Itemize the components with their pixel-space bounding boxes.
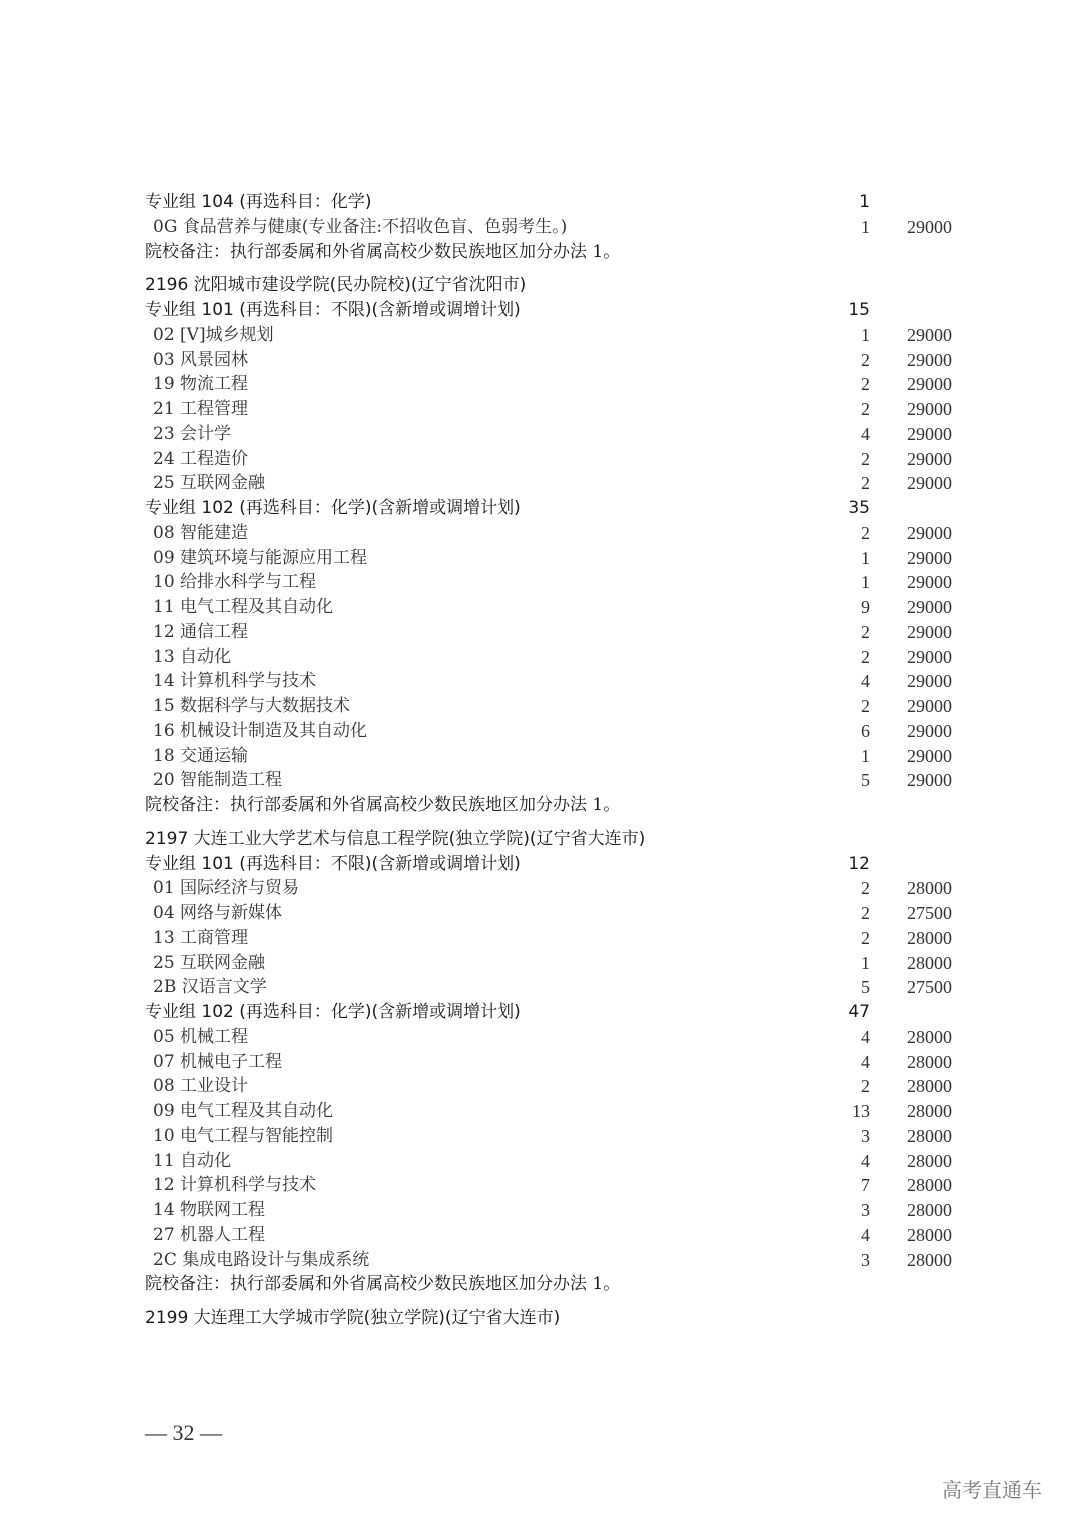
- major-row: [0, 1149, 1080, 1174]
- note-label: 院校备注：执行部委属和外省属高校少数民族地区加分办法 1。: [145, 241, 621, 262]
- group-label: 专业组 101 (再选科目：不限)(含新增或调增计划): [145, 853, 521, 874]
- major-fee: 29000: [907, 621, 952, 642]
- major-fee: 27500: [907, 903, 952, 923]
- group-count: 47: [848, 1002, 870, 1022]
- major-label: 23 会计学: [153, 423, 232, 444]
- group-label: 专业组 102 (再选科目：化学)(含新增或调增计划): [145, 1002, 521, 1022]
- major-row: [0, 951, 1080, 976]
- major-row: [0, 471, 1080, 496]
- major-label: 01 国际经济与贸易: [153, 878, 300, 899]
- major-count: 4: [861, 1224, 870, 1245]
- major-row: [0, 901, 1080, 926]
- major-count: 1: [861, 952, 870, 973]
- major-row: [0, 215, 1080, 240]
- major-label: 20 智能制造工程: [153, 770, 283, 791]
- major-fee: 29000: [907, 745, 952, 766]
- major-count: 2: [861, 696, 870, 716]
- major-count: 2: [861, 448, 870, 469]
- major-fee: 29000: [907, 646, 952, 667]
- major-row: [0, 1050, 1080, 1075]
- group-label: 专业组 101 (再选科目：不限)(含新增或调增计划): [145, 300, 521, 320]
- major-count: 2: [861, 1076, 870, 1097]
- major-label: 10 给排水科学与工程: [153, 572, 317, 593]
- major-row: [0, 744, 1080, 769]
- major-row: [0, 669, 1080, 694]
- major-fee: 28000: [907, 1224, 952, 1245]
- group-row: [0, 496, 1080, 521]
- major-label: 27 机器人工程: [153, 1224, 266, 1245]
- major-label: 12 通信工程: [153, 621, 249, 642]
- major-row: [0, 1025, 1080, 1050]
- school-row: [0, 827, 1080, 852]
- major-fee: 28000: [907, 1076, 952, 1097]
- major-fee: 28000: [907, 1200, 952, 1220]
- major-row: [0, 521, 1080, 546]
- school-row: [0, 1306, 1080, 1331]
- major-label: 09 建筑环境与能源应用工程: [153, 547, 368, 568]
- major-count: 2: [861, 522, 870, 543]
- major-fee: 29000: [907, 399, 952, 419]
- major-fee: 28000: [907, 1249, 952, 1270]
- major-label: 16 机械设计制造及其自动化: [153, 720, 368, 741]
- note-row: [0, 793, 1080, 818]
- major-count: 9: [861, 597, 870, 617]
- major-count: 2: [861, 473, 870, 494]
- major-fee: 28000: [907, 1026, 952, 1047]
- major-row: [0, 1099, 1080, 1124]
- major-fee: 29000: [907, 423, 952, 444]
- major-label: 0G 食品营养与健康(专业备注:不招收色盲、色弱考生。): [153, 216, 568, 237]
- major-row: [0, 694, 1080, 719]
- major-fee: 29000: [907, 522, 952, 543]
- major-row: [0, 1223, 1080, 1248]
- major-label: 18 交通运输: [153, 745, 249, 766]
- major-fee: 28000: [907, 1150, 952, 1171]
- major-label: 12 计算机科学与技术: [153, 1175, 317, 1196]
- major-row: [0, 595, 1080, 620]
- major-fee: 29000: [907, 597, 952, 617]
- major-fee: 29000: [907, 671, 952, 692]
- major-label: 19 物流工程: [153, 374, 249, 395]
- major-count: 2: [861, 621, 870, 642]
- major-label: 25 互联网金融: [153, 473, 266, 494]
- major-row: [0, 768, 1080, 793]
- major-row: [0, 546, 1080, 571]
- major-count: 2: [861, 399, 870, 419]
- major-label: 03 风景园林: [153, 349, 249, 370]
- major-row: [0, 323, 1080, 348]
- group-row: [0, 298, 1080, 323]
- major-count: 1: [861, 572, 870, 593]
- major-count: 2: [861, 374, 870, 395]
- major-label: 09 电气工程及其自动化: [153, 1101, 334, 1121]
- major-fee: 29000: [907, 770, 952, 791]
- major-count: 2: [861, 927, 870, 948]
- school-label: 2196 沈阳城市建设学院(民办院校)(辽宁省沈阳市): [145, 275, 527, 296]
- major-count: 1: [861, 547, 870, 568]
- major-fee: 29000: [907, 572, 952, 593]
- major-count: 2: [861, 903, 870, 923]
- group-row: [0, 190, 1080, 215]
- group-count: 35: [848, 498, 870, 518]
- major-count: 5: [861, 977, 870, 998]
- major-count: 3: [861, 1249, 870, 1270]
- school-row: [0, 273, 1080, 298]
- major-label: 24 工程造价: [153, 448, 249, 469]
- note-row: [0, 240, 1080, 265]
- watermark: 高考直通车: [942, 1478, 1042, 1502]
- school-label: 2199 大连理工大学城市学院(独立学院)(辽宁省大连市): [145, 1308, 561, 1328]
- major-label: 08 智能建造: [153, 522, 249, 543]
- major-label: 2C 集成电路设计与集成系统: [153, 1249, 370, 1270]
- major-label: 04 网络与新媒体: [153, 903, 283, 923]
- major-label: 10 电气工程与智能控制: [153, 1125, 334, 1146]
- major-count: 4: [861, 423, 870, 444]
- major-fee: 28000: [907, 1051, 952, 1072]
- group-count: 1: [859, 192, 870, 212]
- major-label: 11 电气工程及其自动化: [153, 597, 334, 617]
- major-row: [0, 570, 1080, 595]
- major-count: 5: [861, 770, 870, 791]
- major-fee: 28000: [907, 927, 952, 948]
- major-count: 7: [861, 1175, 870, 1196]
- major-row: [0, 876, 1080, 901]
- major-label: 2B 汉语言文学: [153, 977, 267, 998]
- major-fee: 29000: [907, 720, 952, 741]
- major-count: 2: [861, 878, 870, 899]
- major-count: 4: [861, 1026, 870, 1047]
- major-row: [0, 447, 1080, 472]
- major-label: 21 工程管理: [153, 399, 249, 419]
- major-row: [0, 422, 1080, 447]
- major-fee: 28000: [907, 1101, 952, 1121]
- major-label: 07 机械电子工程: [153, 1051, 283, 1072]
- note-label: 院校备注：执行部委属和外省属高校少数民族地区加分办法 1。: [145, 1274, 621, 1295]
- major-row: [0, 1173, 1080, 1198]
- major-fee: 29000: [907, 349, 952, 370]
- major-label: 11 自动化: [153, 1150, 232, 1171]
- major-row: [0, 1124, 1080, 1149]
- major-label: 08 工业设计: [153, 1076, 249, 1097]
- major-label: 02 [V]城乡规划: [153, 324, 274, 345]
- major-fee: 29000: [907, 216, 952, 237]
- major-count: 1: [861, 216, 870, 237]
- note-label: 院校备注：执行部委属和外省属高校少数民族地区加分办法 1。: [145, 795, 621, 815]
- major-row: [0, 719, 1080, 744]
- major-row: [0, 645, 1080, 670]
- major-row: [0, 372, 1080, 397]
- major-row: [0, 348, 1080, 373]
- major-row: [0, 620, 1080, 645]
- major-label: 25 互联网金融: [153, 952, 266, 973]
- major-row: [0, 1074, 1080, 1099]
- major-count: 1: [861, 745, 870, 766]
- major-count: 2: [861, 646, 870, 667]
- major-count: 2: [861, 349, 870, 370]
- major-row: [0, 926, 1080, 951]
- major-row: [0, 1198, 1080, 1223]
- major-row: [0, 1248, 1080, 1273]
- major-fee: 29000: [907, 374, 952, 395]
- major-fee: 29000: [907, 324, 952, 345]
- major-label: 14 计算机科学与技术: [153, 671, 317, 692]
- major-count: 4: [861, 1051, 870, 1072]
- major-label: 15 数据科学与大数据技术: [153, 696, 351, 716]
- major-row: [0, 975, 1080, 1000]
- major-count: 4: [861, 1150, 870, 1171]
- group-row: [0, 852, 1080, 877]
- major-fee: 28000: [907, 878, 952, 899]
- major-label: 13 工商管理: [153, 927, 249, 948]
- page-number: — 32 —: [145, 1420, 222, 1445]
- major-fee: 29000: [907, 547, 952, 568]
- major-label: 14 物联网工程: [153, 1200, 266, 1220]
- major-fee: 28000: [907, 952, 952, 973]
- admission-plan-list: [0, 190, 1080, 1331]
- major-count: 4: [861, 671, 870, 692]
- major-count: 3: [861, 1125, 870, 1146]
- major-fee: 28000: [907, 1175, 952, 1196]
- major-count: 1: [861, 324, 870, 345]
- school-label: 2197 大连工业大学艺术与信息工程学院(独立学院)(辽宁省大连市): [145, 828, 646, 849]
- major-fee: 27500: [907, 977, 952, 998]
- major-fee: 28000: [907, 1125, 952, 1146]
- major-label: 05 机械工程: [153, 1026, 249, 1047]
- major-count: 6: [861, 720, 870, 741]
- major-row: [0, 397, 1080, 422]
- group-count: 15: [848, 300, 870, 320]
- group-label: 专业组 102 (再选科目：化学)(含新增或调增计划): [145, 498, 521, 518]
- note-row: [0, 1272, 1080, 1297]
- major-count: 3: [861, 1200, 870, 1220]
- group-label: 专业组 104 (再选科目：化学): [145, 192, 372, 212]
- major-label: 13 自动化: [153, 646, 232, 667]
- major-count: 13: [852, 1101, 870, 1121]
- major-fee: 29000: [907, 448, 952, 469]
- group-count: 12: [848, 853, 870, 874]
- major-fee: 29000: [907, 473, 952, 494]
- group-row: [0, 1000, 1080, 1025]
- major-fee: 29000: [907, 696, 952, 716]
